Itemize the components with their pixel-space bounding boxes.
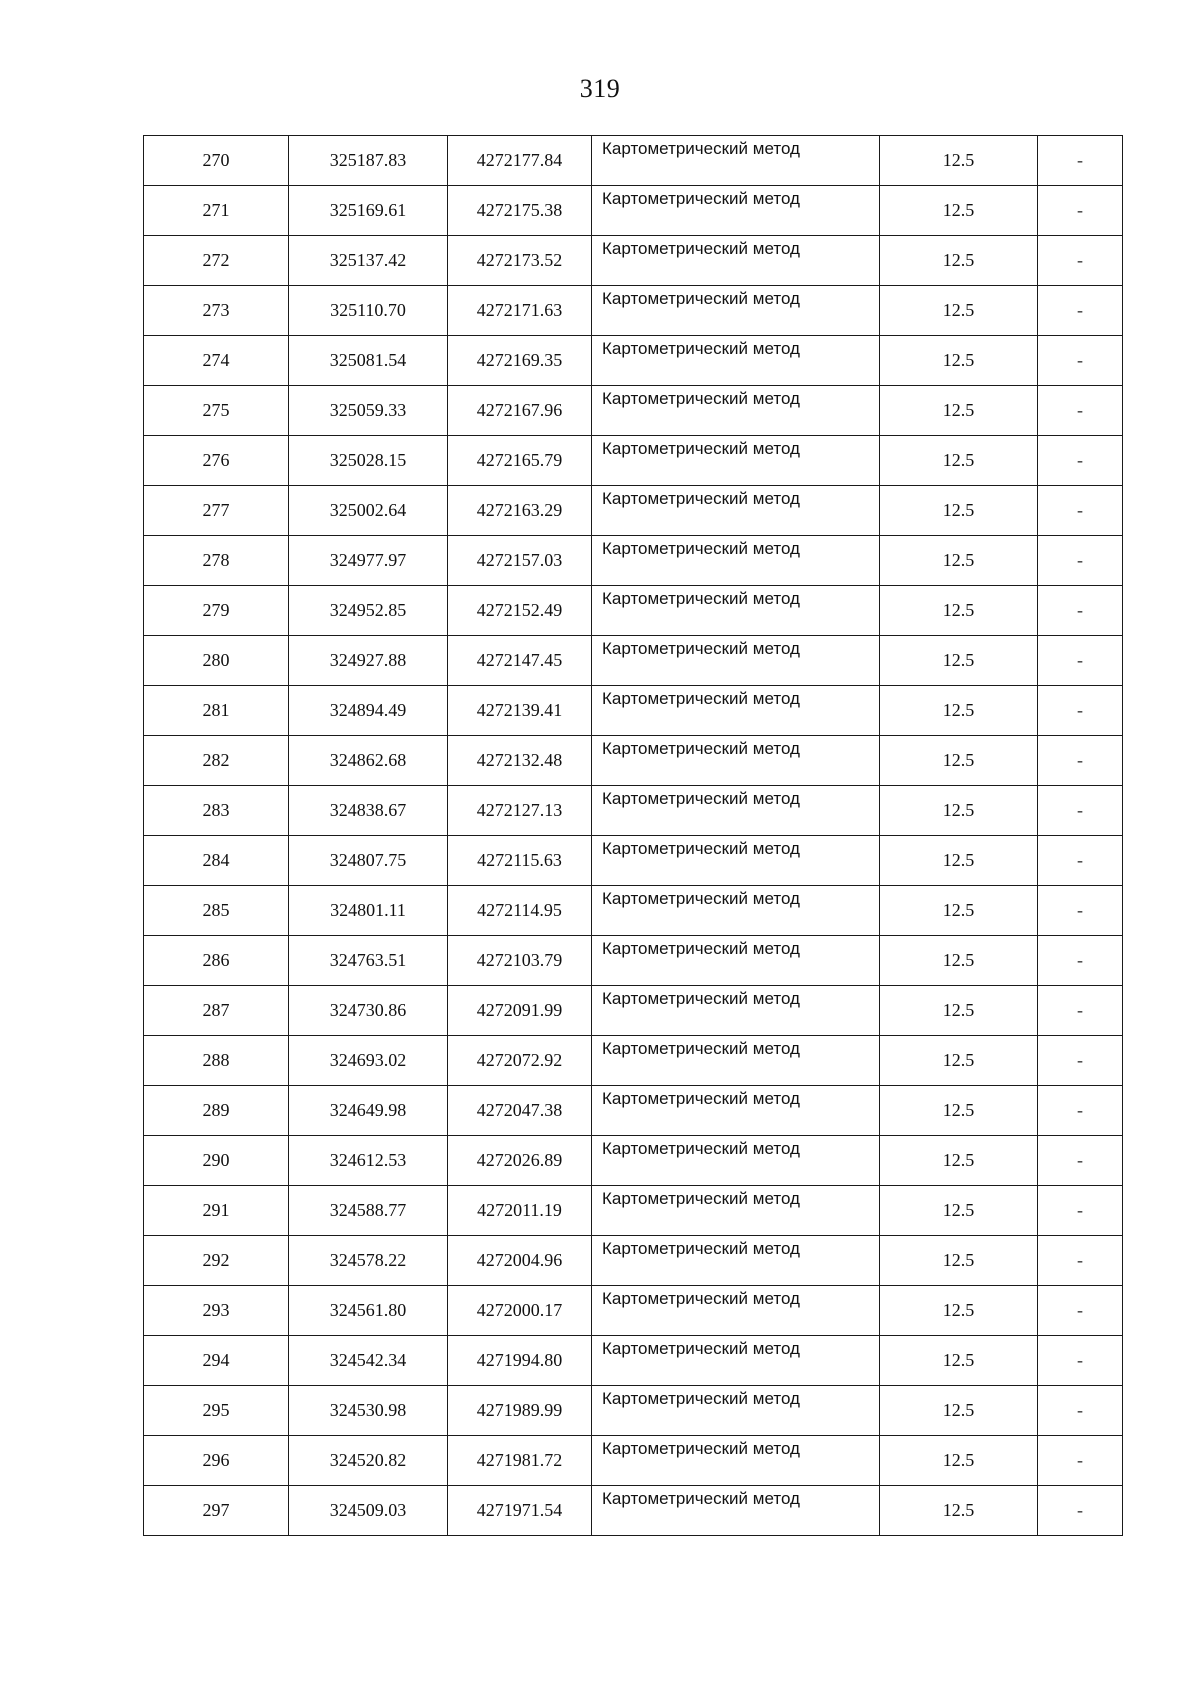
y-coordinate-cell: 4272132.48 xyxy=(448,736,592,786)
note-cell: - xyxy=(1038,836,1123,886)
precision-cell: 12.5 xyxy=(880,986,1038,1036)
point-number-cell: 290 xyxy=(144,1136,289,1186)
note-cell: - xyxy=(1038,236,1123,286)
point-number-cell: 280 xyxy=(144,636,289,686)
method-cell: Картометрический метод xyxy=(592,736,880,786)
y-coordinate-cell: 4272175.38 xyxy=(448,186,592,236)
x-coordinate-cell: 324509.03 xyxy=(289,1486,448,1536)
x-coordinate-cell: 324520.82 xyxy=(289,1436,448,1486)
y-coordinate-cell: 4272026.89 xyxy=(448,1136,592,1186)
method-cell: Картометрический метод xyxy=(592,786,880,836)
point-number-cell: 294 xyxy=(144,1336,289,1386)
x-coordinate-cell: 325081.54 xyxy=(289,336,448,386)
point-number-cell: 277 xyxy=(144,486,289,536)
point-number-cell: 296 xyxy=(144,1436,289,1486)
note-cell: - xyxy=(1038,1086,1123,1136)
method-cell: Картометрический метод xyxy=(592,236,880,286)
note-cell: - xyxy=(1038,286,1123,336)
note-cell: - xyxy=(1038,1236,1123,1286)
point-number-cell: 273 xyxy=(144,286,289,336)
precision-cell: 12.5 xyxy=(880,236,1038,286)
y-coordinate-cell: 4272139.41 xyxy=(448,686,592,736)
precision-cell: 12.5 xyxy=(880,586,1038,636)
point-number-cell: 274 xyxy=(144,336,289,386)
method-cell: Картометрический метод xyxy=(592,1336,880,1386)
precision-cell: 12.5 xyxy=(880,1286,1038,1336)
note-cell: - xyxy=(1038,486,1123,536)
y-coordinate-cell: 4272147.45 xyxy=(448,636,592,686)
x-coordinate-cell: 325137.42 xyxy=(289,236,448,286)
method-cell: Картометрический метод xyxy=(592,436,880,486)
table-row xyxy=(144,886,1123,936)
y-coordinate-cell: 4271989.99 xyxy=(448,1386,592,1436)
point-number-cell: 297 xyxy=(144,1486,289,1536)
table-row xyxy=(144,1036,1123,1086)
x-coordinate-cell: 324801.11 xyxy=(289,886,448,936)
table-row xyxy=(144,1186,1123,1236)
precision-cell: 12.5 xyxy=(880,336,1038,386)
x-coordinate-cell: 324807.75 xyxy=(289,836,448,886)
y-coordinate-cell: 4272004.96 xyxy=(448,1236,592,1286)
method-cell: Картометрический метод xyxy=(592,586,880,636)
x-coordinate-cell: 324894.49 xyxy=(289,686,448,736)
precision-cell: 12.5 xyxy=(880,836,1038,886)
note-cell: - xyxy=(1038,936,1123,986)
point-number-cell: 278 xyxy=(144,536,289,586)
x-coordinate-cell: 324612.53 xyxy=(289,1136,448,1186)
x-coordinate-cell: 325187.83 xyxy=(289,136,448,186)
method-cell: Картометрический метод xyxy=(592,636,880,686)
precision-cell: 12.5 xyxy=(880,486,1038,536)
table-row xyxy=(144,1436,1123,1486)
x-coordinate-cell: 324561.80 xyxy=(289,1286,448,1336)
x-coordinate-cell: 325028.15 xyxy=(289,436,448,486)
note-cell: - xyxy=(1038,1486,1123,1536)
table-row xyxy=(144,286,1123,336)
y-coordinate-cell: 4272169.35 xyxy=(448,336,592,386)
x-coordinate-cell: 324977.97 xyxy=(289,536,448,586)
x-coordinate-cell: 325169.61 xyxy=(289,186,448,236)
precision-cell: 12.5 xyxy=(880,1186,1038,1236)
x-coordinate-cell: 325002.64 xyxy=(289,486,448,536)
point-number-cell: 283 xyxy=(144,786,289,836)
y-coordinate-cell: 4271971.54 xyxy=(448,1486,592,1536)
method-cell: Картометрический метод xyxy=(592,1086,880,1136)
table-row xyxy=(144,236,1123,286)
x-coordinate-cell: 325059.33 xyxy=(289,386,448,436)
y-coordinate-cell: 4272177.84 xyxy=(448,136,592,186)
table-row xyxy=(144,1086,1123,1136)
note-cell: - xyxy=(1038,436,1123,486)
table-row xyxy=(144,136,1123,186)
y-coordinate-cell: 4272047.38 xyxy=(448,1086,592,1136)
table-row xyxy=(144,386,1123,436)
x-coordinate-cell: 324730.86 xyxy=(289,986,448,1036)
x-coordinate-cell: 324693.02 xyxy=(289,1036,448,1086)
note-cell: - xyxy=(1038,1436,1123,1486)
y-coordinate-cell: 4272165.79 xyxy=(448,436,592,486)
x-coordinate-cell: 324952.85 xyxy=(289,586,448,636)
point-number-cell: 272 xyxy=(144,236,289,286)
method-cell: Картометрический метод xyxy=(592,136,880,186)
coordinates-table xyxy=(143,135,1123,1536)
note-cell: - xyxy=(1038,636,1123,686)
table-row xyxy=(144,836,1123,886)
method-cell: Картометрический метод xyxy=(592,886,880,936)
point-number-cell: 276 xyxy=(144,436,289,486)
table-row xyxy=(144,786,1123,836)
y-coordinate-cell: 4272114.95 xyxy=(448,886,592,936)
method-cell: Картометрический метод xyxy=(592,936,880,986)
precision-cell: 12.5 xyxy=(880,936,1038,986)
table-row xyxy=(144,436,1123,486)
y-coordinate-cell: 4272072.92 xyxy=(448,1036,592,1086)
precision-cell: 12.5 xyxy=(880,1486,1038,1536)
table-row xyxy=(144,1336,1123,1386)
precision-cell: 12.5 xyxy=(880,1086,1038,1136)
note-cell: - xyxy=(1038,986,1123,1036)
note-cell: - xyxy=(1038,1136,1123,1186)
precision-cell: 12.5 xyxy=(880,386,1038,436)
y-coordinate-cell: 4272167.96 xyxy=(448,386,592,436)
precision-cell: 12.5 xyxy=(880,186,1038,236)
precision-cell: 12.5 xyxy=(880,736,1038,786)
precision-cell: 12.5 xyxy=(880,1136,1038,1186)
note-cell: - xyxy=(1038,786,1123,836)
method-cell: Картометрический метод xyxy=(592,1286,880,1336)
precision-cell: 12.5 xyxy=(880,786,1038,836)
x-coordinate-cell: 324862.68 xyxy=(289,736,448,786)
y-coordinate-cell: 4272152.49 xyxy=(448,586,592,636)
x-coordinate-cell: 324542.34 xyxy=(289,1336,448,1386)
point-number-cell: 293 xyxy=(144,1286,289,1336)
point-number-cell: 287 xyxy=(144,986,289,1036)
table-row xyxy=(144,686,1123,736)
precision-cell: 12.5 xyxy=(880,1036,1038,1086)
precision-cell: 12.5 xyxy=(880,1436,1038,1486)
table-row xyxy=(144,1236,1123,1286)
x-coordinate-cell: 324578.22 xyxy=(289,1236,448,1286)
note-cell: - xyxy=(1038,1286,1123,1336)
precision-cell: 12.5 xyxy=(880,686,1038,736)
point-number-cell: 291 xyxy=(144,1186,289,1236)
point-number-cell: 288 xyxy=(144,1036,289,1086)
point-number-cell: 275 xyxy=(144,386,289,436)
precision-cell: 12.5 xyxy=(880,1386,1038,1436)
coordinates-table-body xyxy=(144,136,1123,1536)
y-coordinate-cell: 4272163.29 xyxy=(448,486,592,536)
table-row xyxy=(144,1386,1123,1436)
method-cell: Картометрический метод xyxy=(592,186,880,236)
method-cell: Картометрический метод xyxy=(592,286,880,336)
y-coordinate-cell: 4272103.79 xyxy=(448,936,592,986)
table-row xyxy=(144,736,1123,786)
precision-cell: 12.5 xyxy=(880,1336,1038,1386)
note-cell: - xyxy=(1038,386,1123,436)
note-cell: - xyxy=(1038,336,1123,386)
method-cell: Картометрический метод xyxy=(592,1436,880,1486)
method-cell: Картометрический метод xyxy=(592,1036,880,1086)
method-cell: Картометрический метод xyxy=(592,336,880,386)
point-number-cell: 289 xyxy=(144,1086,289,1136)
method-cell: Картометрический метод xyxy=(592,1386,880,1436)
x-coordinate-cell: 324649.98 xyxy=(289,1086,448,1136)
point-number-cell: 270 xyxy=(144,136,289,186)
y-coordinate-cell: 4271994.80 xyxy=(448,1336,592,1386)
table-row xyxy=(144,486,1123,536)
y-coordinate-cell: 4271981.72 xyxy=(448,1436,592,1486)
y-coordinate-cell: 4272011.19 xyxy=(448,1186,592,1236)
point-number-cell: 286 xyxy=(144,936,289,986)
method-cell: Картометрический метод xyxy=(592,836,880,886)
point-number-cell: 271 xyxy=(144,186,289,236)
method-cell: Картометрический метод xyxy=(592,1236,880,1286)
point-number-cell: 295 xyxy=(144,1386,289,1436)
method-cell: Картометрический метод xyxy=(592,1186,880,1236)
precision-cell: 12.5 xyxy=(880,886,1038,936)
method-cell: Картометрический метод xyxy=(592,1486,880,1536)
note-cell: - xyxy=(1038,1386,1123,1436)
x-coordinate-cell: 324588.77 xyxy=(289,1186,448,1236)
note-cell: - xyxy=(1038,1036,1123,1086)
page-number: 319 xyxy=(579,74,621,103)
point-number-cell: 284 xyxy=(144,836,289,886)
table-row xyxy=(144,1286,1123,1336)
table-row xyxy=(144,1136,1123,1186)
method-cell: Картометрический метод xyxy=(592,536,880,586)
note-cell: - xyxy=(1038,736,1123,786)
y-coordinate-cell: 4272173.52 xyxy=(448,236,592,286)
table-row xyxy=(144,536,1123,586)
precision-cell: 12.5 xyxy=(880,536,1038,586)
x-coordinate-cell: 325110.70 xyxy=(289,286,448,336)
table-row xyxy=(144,1486,1123,1536)
y-coordinate-cell: 4272171.63 xyxy=(448,286,592,336)
note-cell: - xyxy=(1038,886,1123,936)
table-row xyxy=(144,336,1123,386)
point-number-cell: 279 xyxy=(144,586,289,636)
point-number-cell: 285 xyxy=(144,886,289,936)
x-coordinate-cell: 324530.98 xyxy=(289,1386,448,1436)
precision-cell: 12.5 xyxy=(880,136,1038,186)
x-coordinate-cell: 324763.51 xyxy=(289,936,448,986)
method-cell: Картометрический метод xyxy=(592,1136,880,1186)
note-cell: - xyxy=(1038,686,1123,736)
table-row xyxy=(144,936,1123,986)
x-coordinate-cell: 324838.67 xyxy=(289,786,448,836)
note-cell: - xyxy=(1038,186,1123,236)
note-cell: - xyxy=(1038,586,1123,636)
precision-cell: 12.5 xyxy=(880,436,1038,486)
table-row xyxy=(144,186,1123,236)
method-cell: Картометрический метод xyxy=(592,386,880,436)
precision-cell: 12.5 xyxy=(880,286,1038,336)
y-coordinate-cell: 4272091.99 xyxy=(448,986,592,1036)
precision-cell: 12.5 xyxy=(880,1236,1038,1286)
point-number-cell: 281 xyxy=(144,686,289,736)
note-cell: - xyxy=(1038,536,1123,586)
y-coordinate-cell: 4272157.03 xyxy=(448,536,592,586)
precision-cell: 12.5 xyxy=(880,636,1038,686)
method-cell: Картометрический метод xyxy=(592,686,880,736)
table-row xyxy=(144,986,1123,1036)
note-cell: - xyxy=(1038,1186,1123,1236)
note-cell: - xyxy=(1038,1336,1123,1386)
note-cell: - xyxy=(1038,136,1123,186)
method-cell: Картометрический метод xyxy=(592,986,880,1036)
point-number-cell: 282 xyxy=(144,736,289,786)
x-coordinate-cell: 324927.88 xyxy=(289,636,448,686)
y-coordinate-cell: 4272127.13 xyxy=(448,786,592,836)
y-coordinate-cell: 4272000.17 xyxy=(448,1286,592,1336)
point-number-cell: 292 xyxy=(144,1236,289,1286)
method-cell: Картометрический метод xyxy=(592,486,880,536)
table-row xyxy=(144,636,1123,686)
table-row xyxy=(144,586,1123,636)
y-coordinate-cell: 4272115.63 xyxy=(448,836,592,886)
